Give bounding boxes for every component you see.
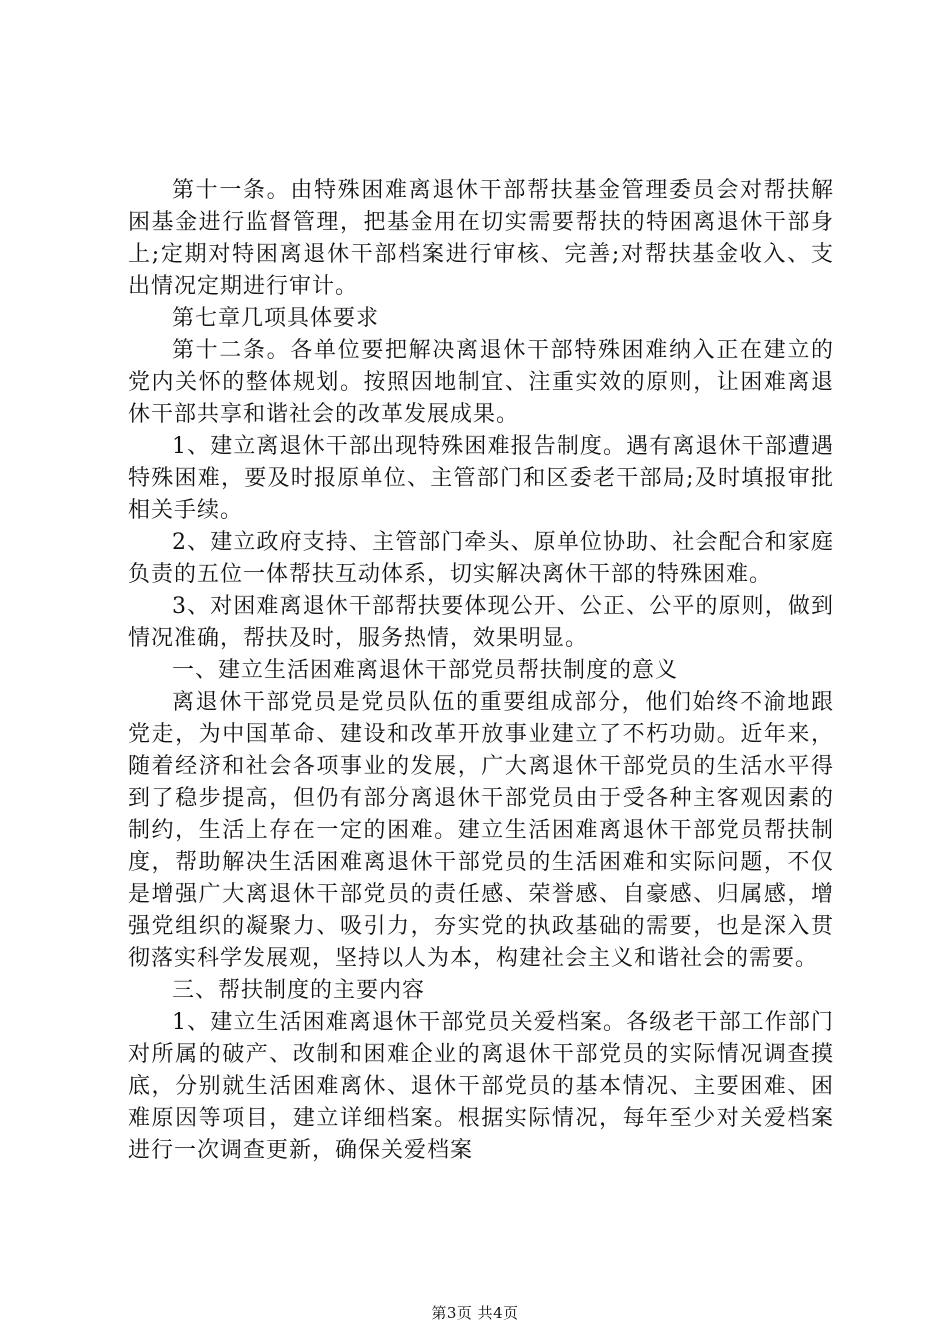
paragraph-significance: 离退休干部党员是党员队伍的重要组成部分，他们始终不渝地跟党走，为中国革命、建设和改革开放事业建立了不朽功勋。近年来，随着经济和社会各项事业的发展，广大离退休干部党员的生活水平得到了稳步提高，但仍有部分离退休干部党员由于受各种主客观因素的制约，生活上存在一定的困难。建立生活困难离退休干部党员帮扶制度，帮助解决生活困难离退休干部党员的生活困难和实际问题，不仅是增强广大离退休干部党员的责任感、荣誉感、自豪感、归属感，增强党组织的凝聚力、吸引力，夯实党的执政基础的需要，也是深入贯彻落实科学发展观，坚持以人为本，构建社会主义和谐社会的需要。 (128, 690, 834, 971)
paragraph-care-archive: 1、建立生活困难离退休干部党员关爱档案。各级老干部工作部门对所属的破产、改制和困难企业的离退休干部党员的实际情况调查摸底，分别就生活困难离休、退休干部党员的基本情况、主要困难、困难原因等项目，建立详细档案。根据实际情况，每年至少对关爱档案进行一次调查更新，确保关爱档案 (128, 1010, 834, 1163)
paragraph-article-11: 第十一条。由特殊困难离退休干部帮扶基金管理委员会对帮扶解困基金进行监督管理，把基金用在切实需要帮扶的特困离退休干部身上;定期对特困离退休干部档案进行审核、完善;对帮扶基金收入、支出情况定期进行审计。 (128, 178, 834, 299)
section-heading-main-content: 三、帮扶制度的主要内容 (172, 978, 426, 1003)
chapter-7-heading: 第七章几项具体要求 (172, 306, 380, 331)
list-item-2: 2、建立政府支持、主管部门牵头、原单位协助、社会配合和家庭负责的五位一体帮扶互动体系，切实解决离休干部的特殊困难。 (128, 530, 834, 587)
section-heading-significance: 一、建立生活困难离退休干部党员帮扶制度的意义 (172, 658, 679, 683)
document-body (128, 175, 834, 1167)
list-item-1: 1、建立离退休干部出现特殊困难报告制度。遇有离退休干部遭遇特殊困难，要及时报原单位、主管部门和区委老干部局;及时填报审批相关手续。 (128, 434, 834, 523)
list-item-3: 3、对困难离退休干部帮扶要体现公开、公正、公平的原则，做到情况准确，帮扶及时，服务热情，效果明显。 (128, 594, 834, 651)
page-number-footer: 第3页 共4页 (431, 1304, 519, 1322)
paragraph-article-12: 第十二条。各单位要把解决离退休干部特殊困难纳入正在建立的党内关怀的整体规划。按照因地制宜、注重实效的原则，让困难离退休干部共享和谐社会的改革发展成果。 (128, 338, 834, 427)
